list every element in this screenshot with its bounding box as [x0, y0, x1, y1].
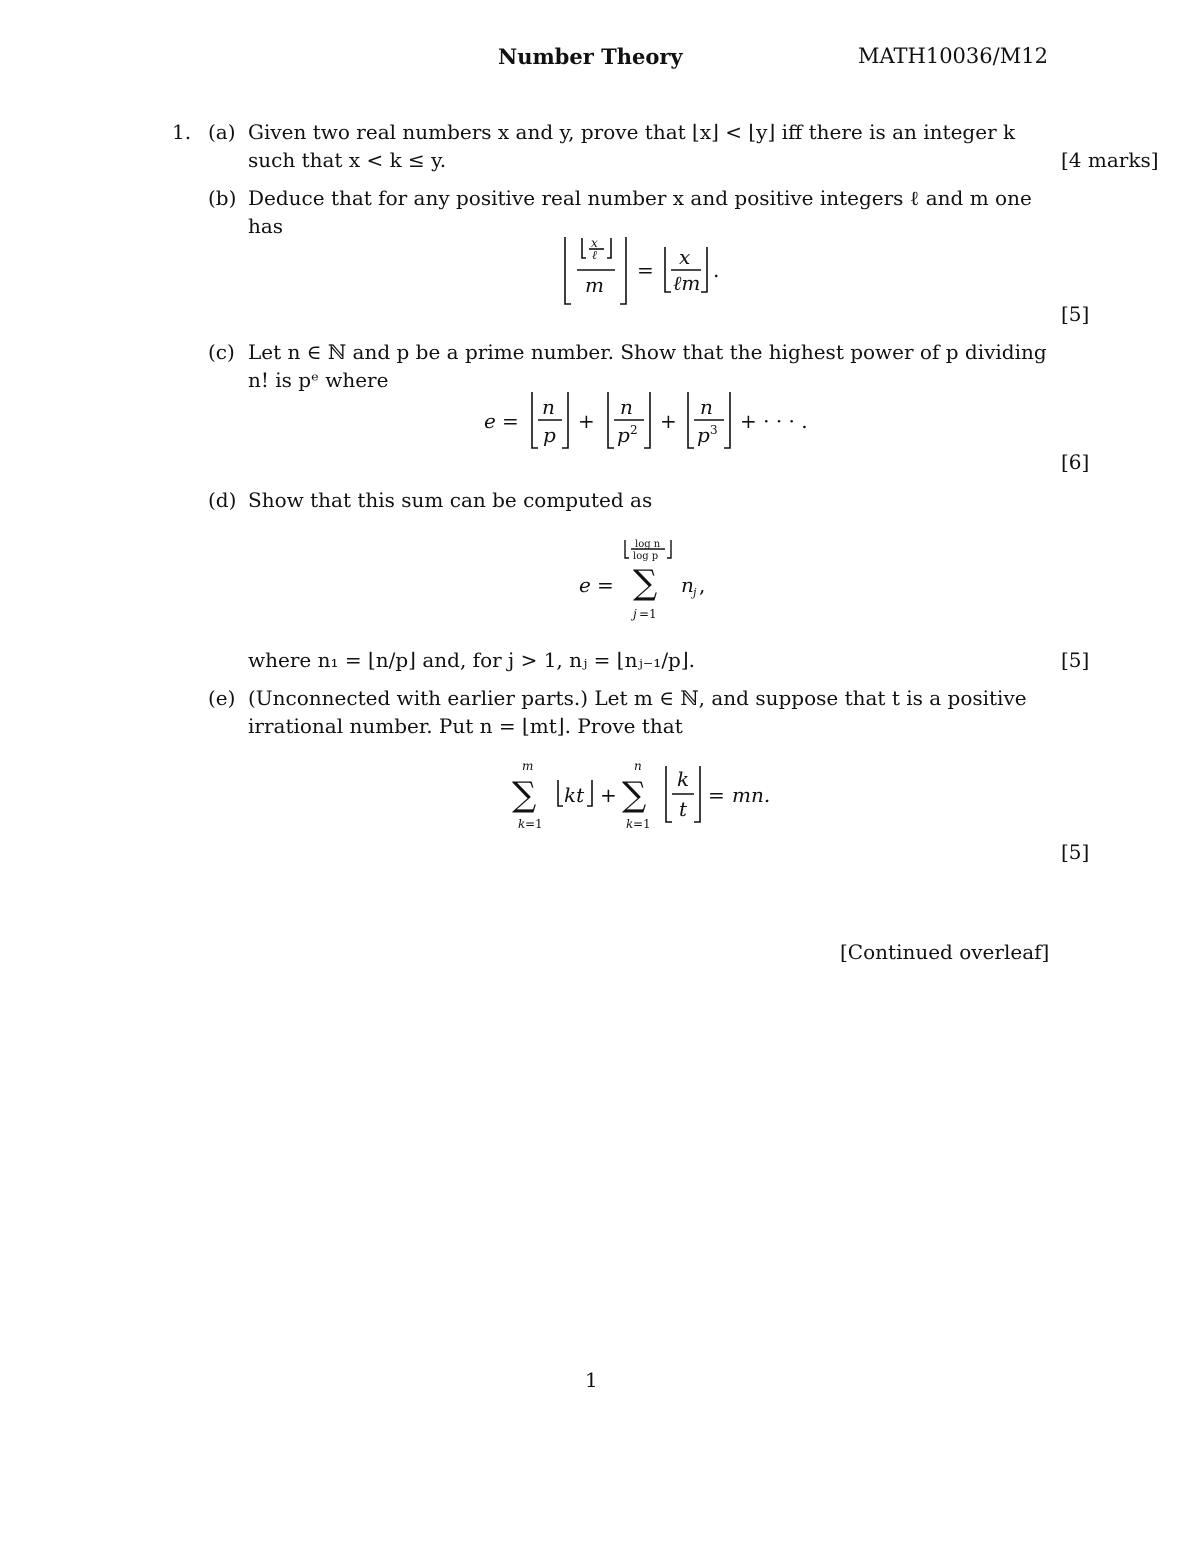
svg-text:x: x	[591, 236, 598, 250]
svg-text:=: =	[597, 573, 614, 597]
question-number: 1.	[172, 120, 192, 144]
svg-text:n: n	[681, 573, 694, 597]
part-e-line1: (Unconnected with earlier parts.) Let m ∈ ℕ, and suppose that t is a positive	[248, 686, 1027, 710]
equation-b	[555, 232, 755, 312]
course-code: MATH10036/M12	[858, 44, 1048, 68]
svg-text:t: t	[679, 797, 688, 821]
svg-text:=1: =1	[633, 817, 651, 831]
svg-text:+: +	[578, 409, 595, 433]
svg-text:+ · · · .: + · · · .	[740, 409, 808, 433]
svg-text:=: =	[708, 783, 725, 807]
svg-text:kt: kt	[564, 783, 585, 807]
svg-text:e: e	[484, 409, 496, 433]
svg-text:=1: =1	[639, 607, 657, 621]
svg-text:2: 2	[630, 423, 638, 437]
svg-text:p: p	[617, 423, 630, 447]
page-number: 1	[585, 1368, 598, 1392]
part-b-line2: has	[248, 214, 284, 238]
svg-text:+: +	[600, 783, 617, 807]
svg-text:ℓm: ℓm	[673, 271, 701, 295]
svg-text:log n: log n	[635, 539, 661, 550]
part-a-line1: Given two real numbers x and y, prove that ⌊x⌋ < ⌊y⌋ iff there is an integer k	[248, 120, 1016, 144]
part-d-marks: [5]	[1061, 648, 1090, 672]
svg-text:n: n	[620, 395, 633, 419]
svg-text:p: p	[697, 423, 710, 447]
svg-text:m: m	[522, 759, 534, 773]
part-a-line2: such that x < k ≤ y.	[248, 148, 447, 172]
equation-e	[508, 758, 798, 838]
svg-text:j: j	[633, 607, 637, 621]
svg-text:ℓ: ℓ	[592, 248, 597, 262]
part-a-marks: [4 marks]	[1061, 148, 1159, 172]
svg-text:n: n	[634, 759, 642, 773]
svg-text:∑: ∑	[633, 563, 658, 603]
part-e-line2: irrational number. Put n = ⌊mt⌋. Prove that	[248, 714, 683, 738]
svg-text:.: .	[713, 258, 720, 282]
svg-text:m: m	[585, 273, 604, 297]
svg-text:=: =	[637, 258, 654, 282]
part-c-line2: n! is pᵉ where	[248, 368, 389, 392]
part-d-line2: where n₁ = ⌊n/p⌋ and, for j > 1, nⱼ = ⌊nⱼ₋₁/p⌋.	[248, 648, 696, 672]
equation-d	[575, 536, 735, 628]
svg-text:∑: ∑	[512, 775, 537, 815]
part-c-marks: [6]	[1061, 450, 1090, 474]
svg-text:k: k	[677, 767, 690, 791]
part-b-marks: [5]	[1061, 302, 1090, 326]
svg-text:n: n	[542, 395, 555, 419]
svg-text:k: k	[626, 817, 634, 831]
svg-text:n: n	[700, 395, 713, 419]
part-b-label: (b)	[208, 186, 237, 210]
svg-text:e: e	[579, 573, 591, 597]
svg-text:x: x	[679, 245, 691, 269]
part-e-marks: [5]	[1061, 840, 1090, 864]
part-e-label: (e)	[208, 686, 236, 710]
svg-text:,: ,	[699, 573, 706, 597]
continued-note: [Continued overleaf]	[840, 940, 1050, 964]
equation-c	[480, 388, 820, 456]
part-c-line1: Let n ∈ ℕ and p be a prime number. Show that the highest power of p dividing	[248, 340, 1047, 364]
svg-text:mn.: mn.	[732, 783, 771, 807]
svg-text:p: p	[543, 423, 556, 447]
part-d-label: (d)	[208, 488, 237, 512]
part-c-label: (c)	[208, 340, 235, 364]
part-a-label: (a)	[208, 120, 236, 144]
svg-text:3: 3	[710, 423, 718, 437]
page-title: Number Theory	[498, 44, 683, 69]
svg-text:log p: log p	[633, 551, 659, 562]
svg-text:∑: ∑	[622, 775, 647, 815]
part-d-line1: Show that this sum can be computed as	[248, 488, 653, 512]
part-b-line1: Deduce that for any positive real number x and positive integers ℓ and m one	[248, 186, 1032, 210]
svg-text:+: +	[660, 409, 677, 433]
svg-text:=1: =1	[525, 817, 543, 831]
svg-text:k: k	[518, 817, 526, 831]
svg-text:=: =	[502, 409, 519, 433]
svg-text:j: j	[693, 586, 697, 599]
